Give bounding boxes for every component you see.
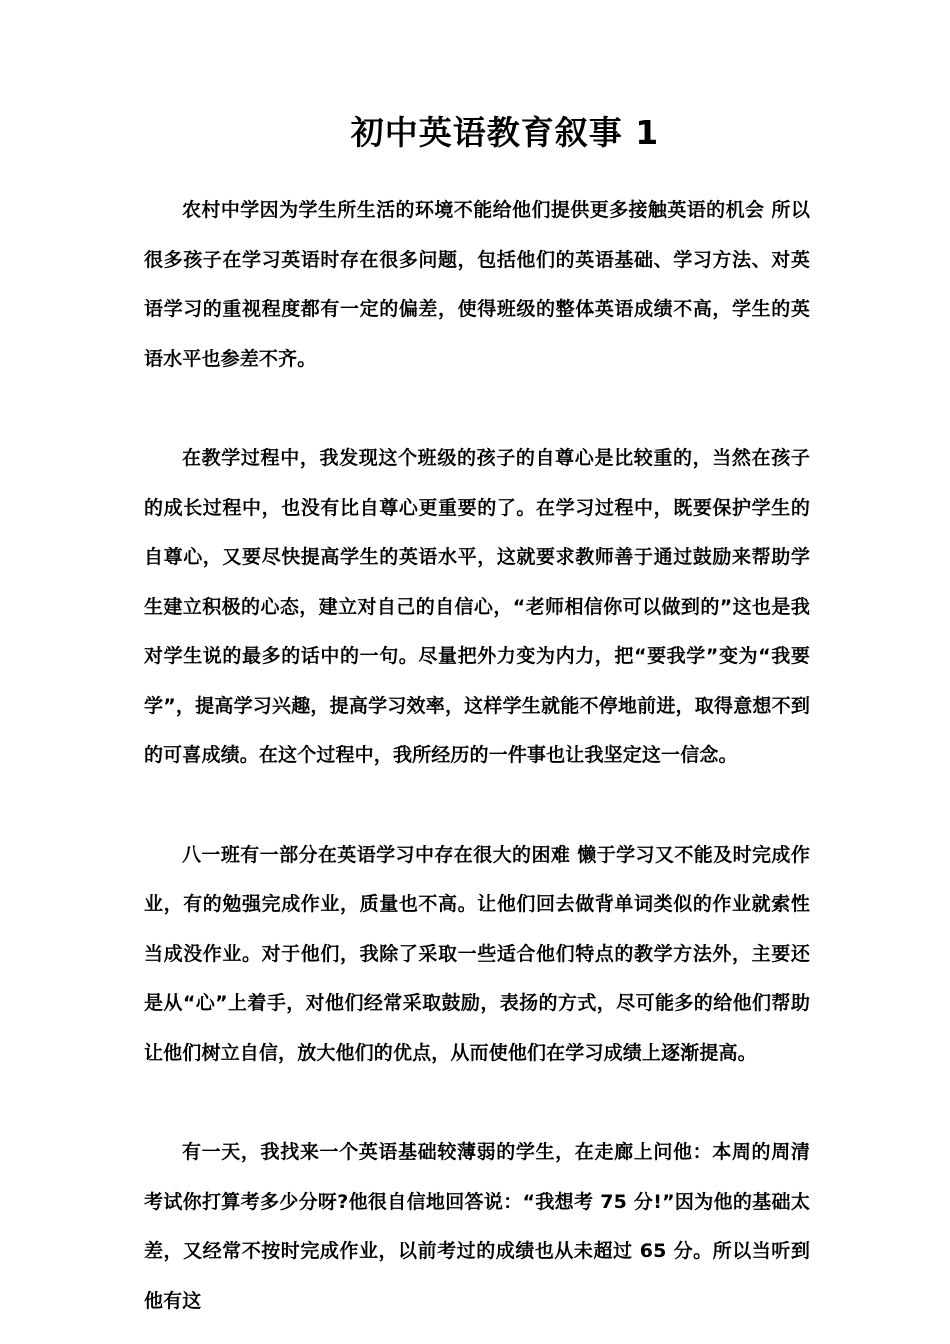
document-title: 初中英语教育叙事 1 [350, 113, 660, 152]
paragraph-1: 农村中学因为学生所生活的环境不能给他们提供更多接触英语的机会 所以很多孩子在学习英语时存在很多问题，包括他们的英语基础、学习方法、对英语学习的重视程度都有一定的偏差，使得班级的整体英语成绩不高，学生的英语水平也参差不齐。 [144, 199, 810, 370]
paragraph-4: 有一天，我找来一个英语基础较薄弱的学生，在走廊上问他：本周的周清考试你打算考多少分呀?他很自信地回答说：“我想考 75 分!”因为他的基础太差，又经常不按时完成作业，以前考过的成绩也从未超过 65 分。所以当听到他有这 [144, 1141, 810, 1312]
document-body [144, 186, 810, 1326]
paragraph-2: 在教学过程中，我发现这个班级的孩子的自尊心是比较重的，当然在孩子的成长过程中，也没有比自尊心更重要的了。在学习过程中，既要保护学生的自尊心，又要尽快提高学生的英语水平，这就要求教师善于通过鼓励来帮助学生建立积极的心态，建立对自己的自信心，“老师相信你可以做到的”这也是我对学生说的最多的话中的一句。尽量把外力变为内力，把“要我学”变为“我要学”，提高学习兴趣，提高学习效率，这样学生就能不停地前进，取得意想不到的可喜成绩。在这个过程中，我所经历的一件事也让我坚定这一信念。 [144, 447, 810, 766]
paragraph-3: 八一班有一部分在英语学习中存在很大的困难 懒于学习又不能及时完成作业，有的勉强完成作业，质量也不高。让他们回去做背单词类似的作业就索性当成没作业。对于他们，我除了采取一些适合他们特点的教学方法外，主要还是从“心”上着手，对他们经常采取鼓励，表扬的方式，尽可能多的给他们帮助让他们树立自信，放大他们的优点，从而使他们在学习成绩上逐渐提高。 [144, 843, 810, 1064]
